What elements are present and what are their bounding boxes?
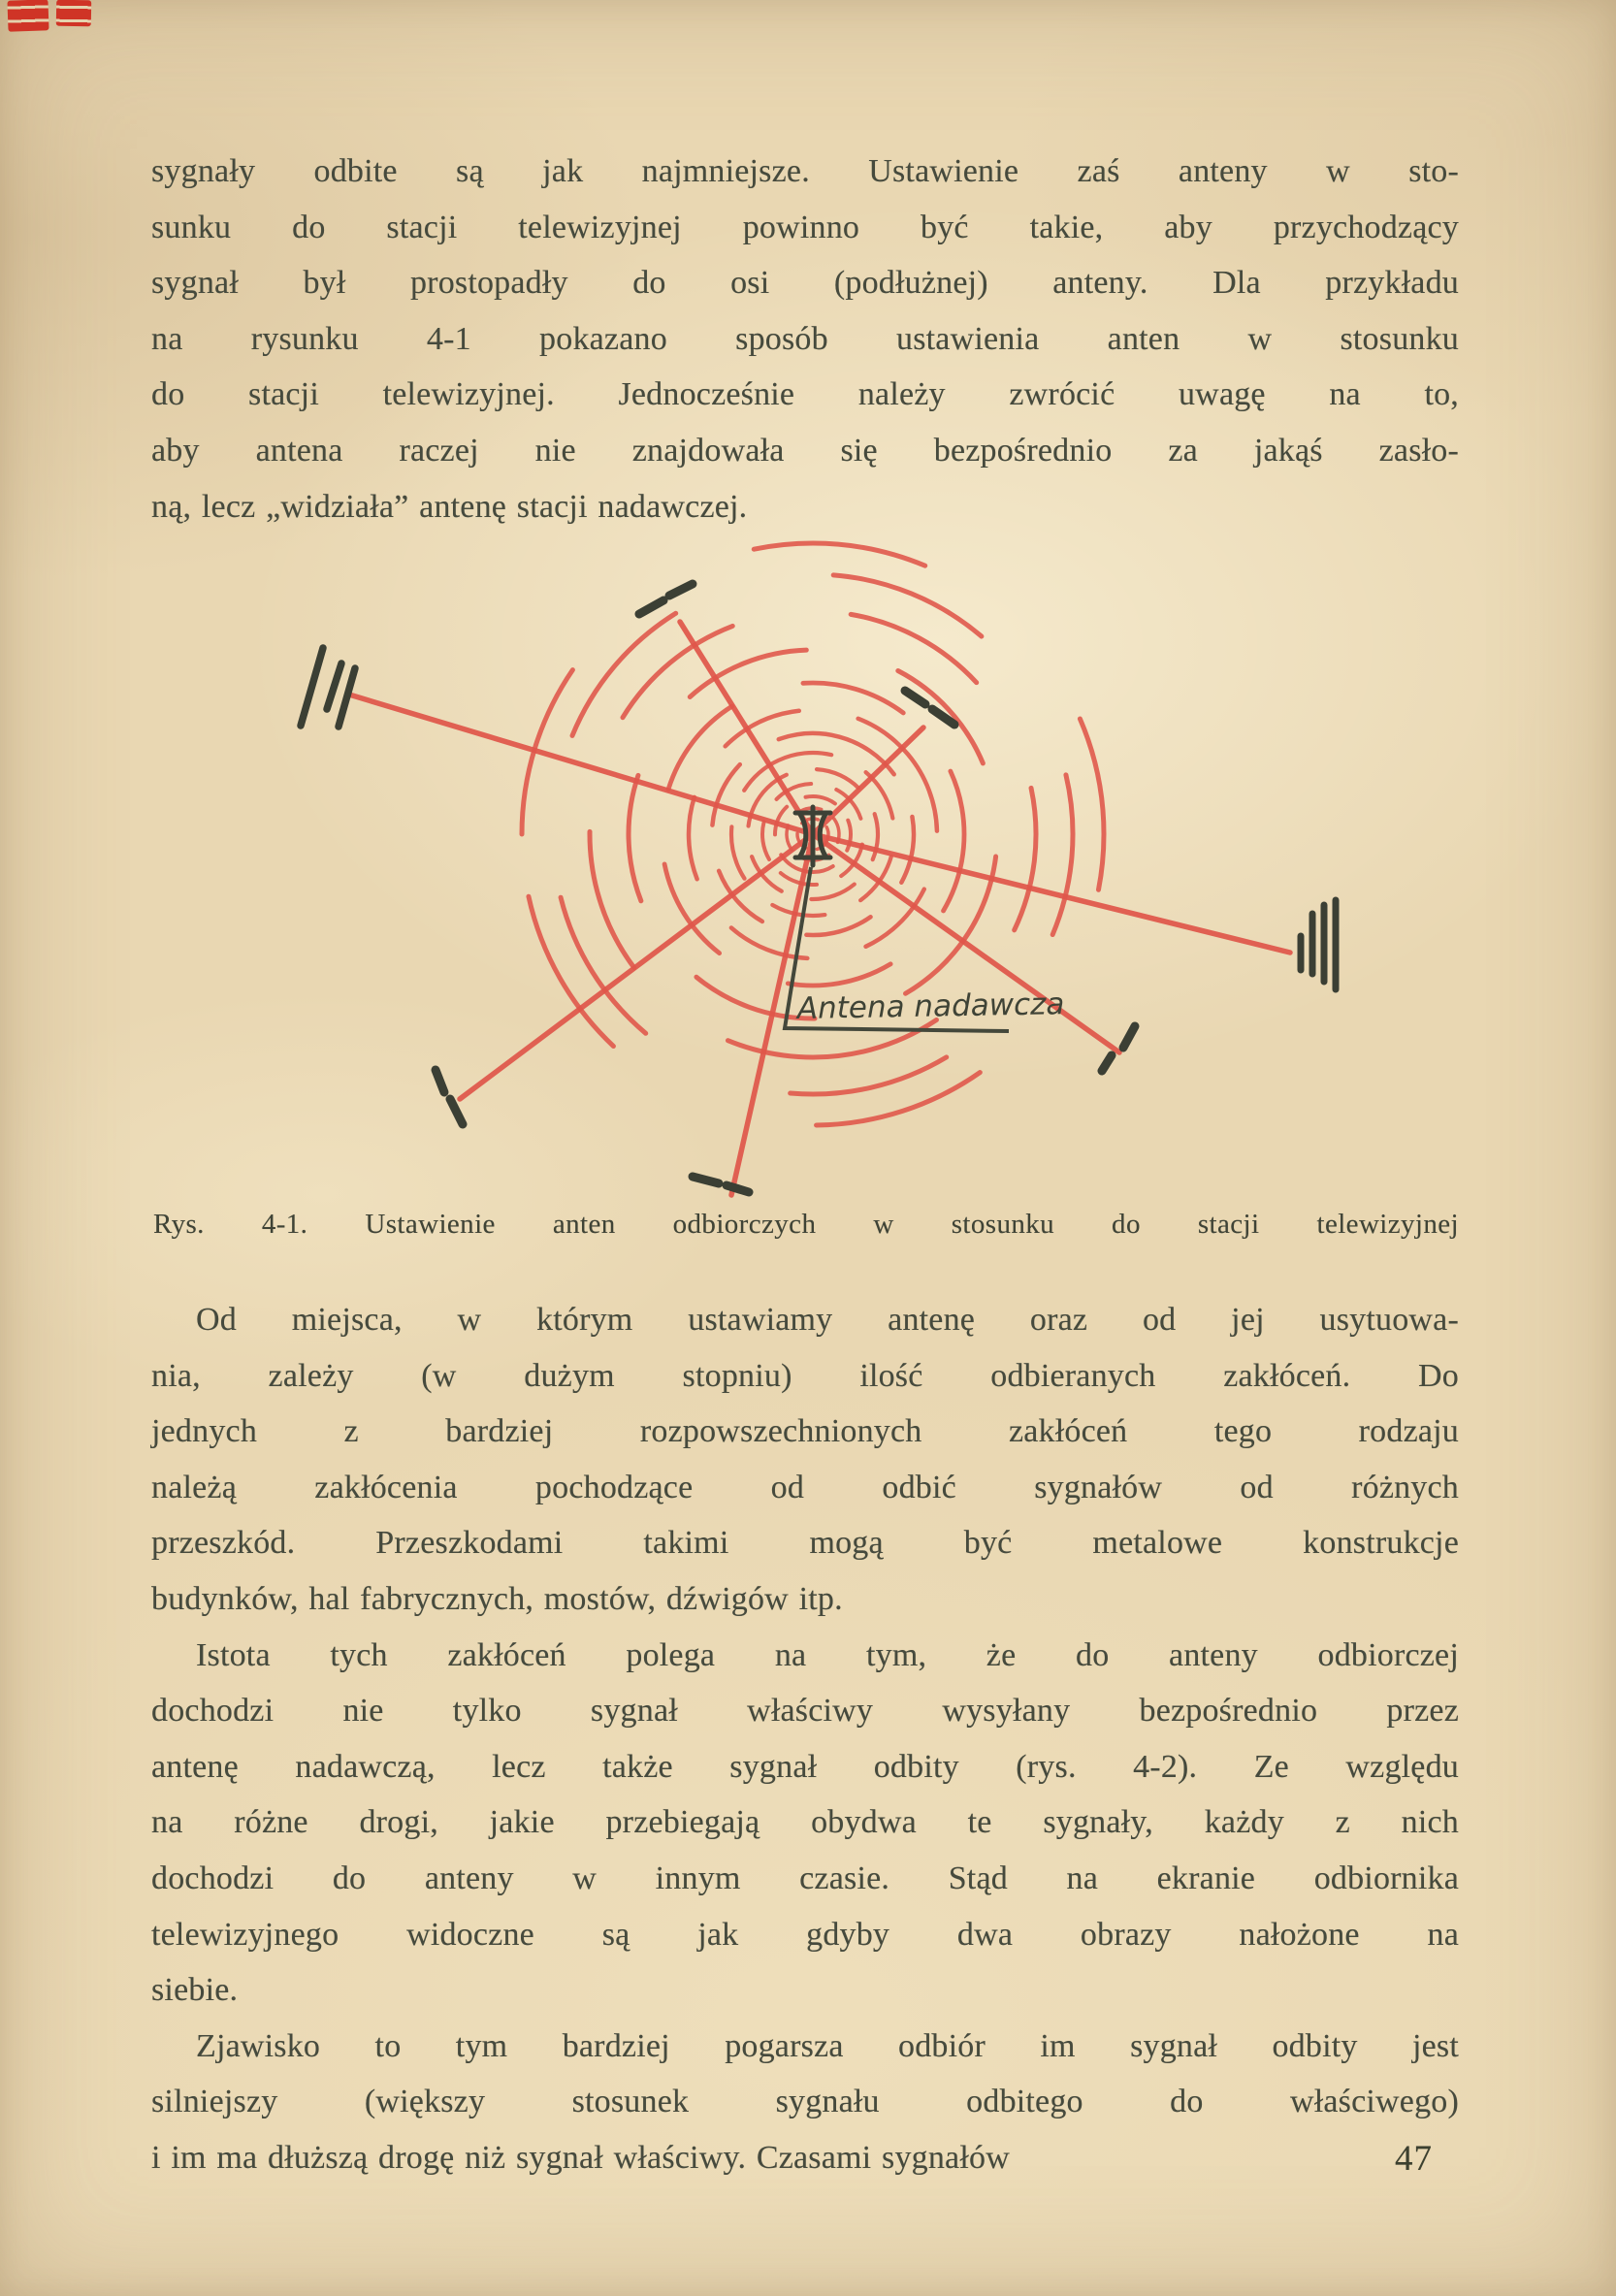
receiving-antenna-top-left-icon [301, 648, 355, 727]
signal-lines [349, 622, 1290, 1195]
text-line: na rysunku 4-1 pokazano sposób ustawienia anten w stosunku [151, 320, 1459, 357]
receiving-antenna-bottom-icon [693, 1177, 749, 1192]
red-ink-mark [56, 0, 91, 26]
body-text-top [151, 144, 1459, 534]
text-line: antenę nadawczą, lecz także sygnał odbity (rys. 4-2). Ze względu [151, 1748, 1459, 1785]
text-line: silniejszy (większy stosunek sygnału odbitego do właściwego) [151, 2084, 1459, 2120]
receiving-antenna-top-icon [639, 584, 693, 614]
text-line: budynków, hal fabrycznych, mostów, dźwigów itp. [151, 1580, 843, 1617]
page-number: 47 [1395, 2139, 1433, 2179]
text-line: dochodzi do anteny w innym czasie. Stąd na ekranie odbiornika [151, 1859, 1459, 1896]
red-ink-mark [7, 0, 48, 32]
text-line: siebie. [151, 1972, 239, 2009]
signal-line [813, 728, 923, 834]
text-line: sygnały odbite są jak najmniejsze. Ustawienie zaś anteny w sto- [151, 153, 1459, 189]
text-line: przeszkód. Przeszkodami takimi mogą być metalowe konstrukcje [151, 1525, 1459, 1562]
text-line: ną, lecz „widziała” antenę stacji nadawczej. [151, 488, 748, 525]
figure-label: Antena nadawcza [796, 986, 1065, 1026]
text-line: Istota tych zakłóceń polega na tym, że do anteny odbiorczej [196, 1636, 1459, 1673]
text-line: Zjawisko to tym bardziej pogarsza odbiór im sygnał odbity jest [196, 2027, 1459, 2064]
text-line: do stacji telewizyjnej. Jednocześnie należy zwrócić uwagę na to, [151, 376, 1459, 413]
text-line: i im ma dłuższą drogę niż sygnał właściwy. Czasami sygnałów [151, 2139, 1010, 2176]
text-line: sygnał był prostopadły do osi (podłużnej) anteny. Dla przykładu [151, 265, 1459, 302]
figure-rys-4-1 [0, 529, 1616, 1208]
text-line: jednych z bardziej rozpowszechnionych zakłóceń tego rodzaju [151, 1413, 1459, 1450]
figure-caption: Rys. 4-1. Ustawienie anten odbiorczych w stosunku do stacji telewizyjnej [153, 1209, 1459, 1240]
body-text-bottom [151, 1292, 1459, 2186]
text-line: należą zakłócenia pochodzące od odbić sygnałów od różnych [151, 1469, 1459, 1505]
text-line: aby antena raczej nie znajdowała się bezpośrednio za jakąś zasło- [151, 432, 1459, 469]
text-line: na różne drogi, jakie przebiegają obydwa te sygnały, każdy z nich [151, 1804, 1459, 1841]
text-line: Od miejsca, w którym ustawiamy antenę oraz od jej usytuowa- [196, 1302, 1459, 1338]
text-line: telewizyjnego widoczne są jak gdyby dwa obrazy nałożone na [151, 1916, 1459, 1953]
text-line: dochodzi nie tylko sygnał właściwy wysyłany bezpośrednio przez [151, 1693, 1459, 1730]
receiving-antenna-right-icon [1301, 900, 1336, 989]
text-line: sunku do stacji telewizyjnej powinno być takie, aby przychodzący [151, 209, 1459, 245]
text-line: nia, zależy (w dużym stopniu) ilość odbieranych zakłóceń. Do [151, 1357, 1459, 1394]
